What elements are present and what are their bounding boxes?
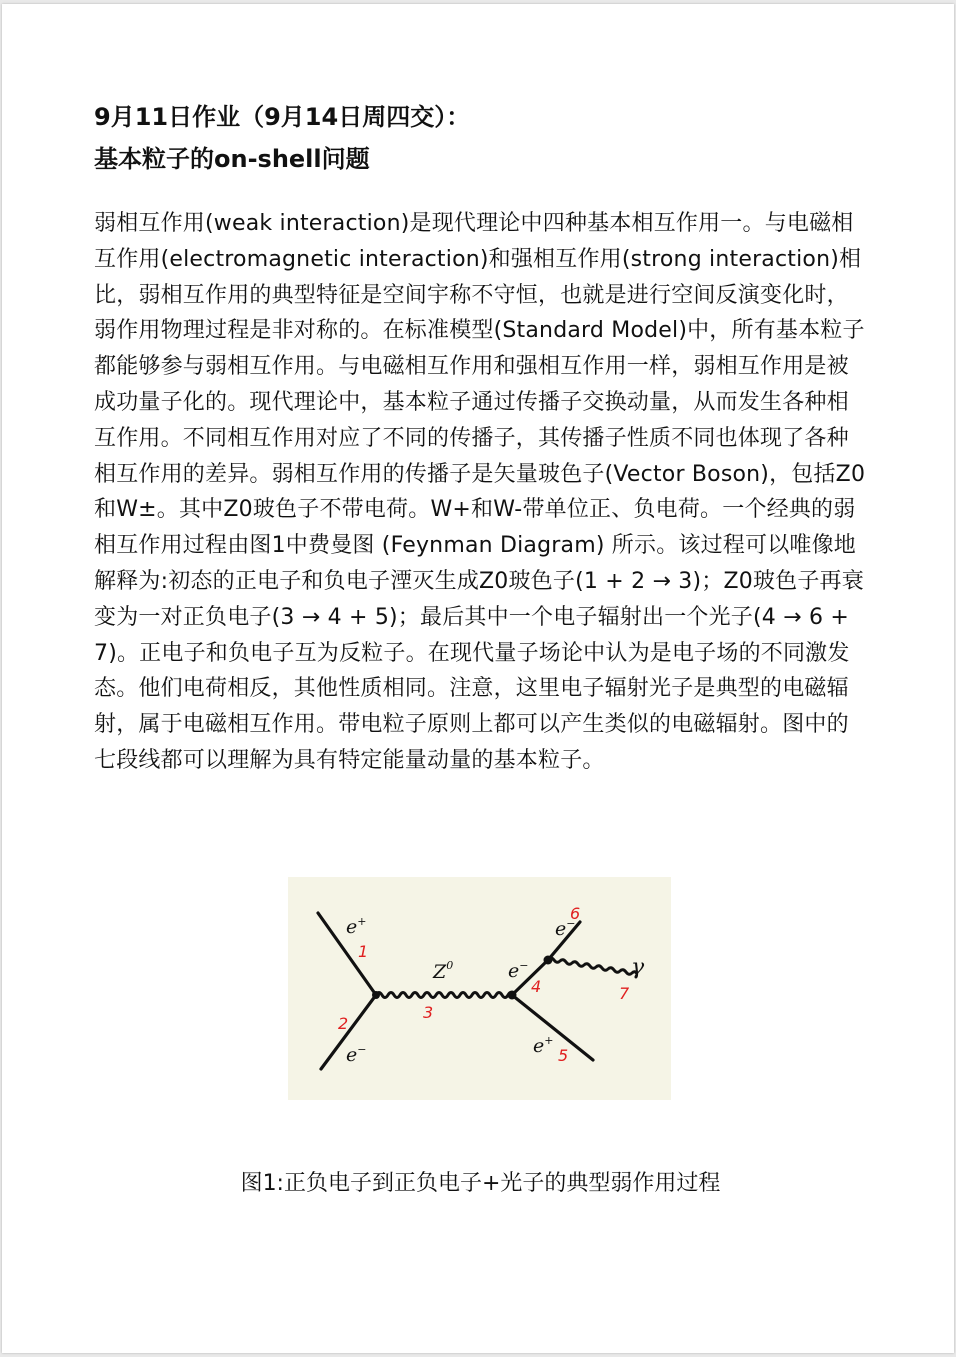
- body-paragraph: 弱相互作用(weak interaction)是现代理论中四种基本相互作用一。与电磁相互作用(electromagnetic interaction)和强相互作用(strong interaction)相比，弱相互作用的典型特征是空间宇称不守恒，也就是进行空间反演变化时，弱作用物理过程是非对称的。在标准模型(Standard Model)中，所有基本粒子都能够参与弱相互作用。与电磁相互作用和强相互作用一样，弱相互作用是被成功量子化的。现代理论中，基本粒子通过传播子交换动量，从而发生各种相互作用。不同相互作用对应了不同的传播子，其传播子性质不同也体现了各种相互作用的差异。弱相互作用的传播子是矢量玻色子(Vector Boson)，包括Z0和W±。其中Z0玻色子不带电荷。W+和W-带单位正、负电荷。一个经典的弱相互作用过程由图1中费曼图 (Feynman Diagram) 所示。该过程可以唯像地解释为:初态的正电子和负电子湮灭生成Z0玻色子(1 + 2 → 3)；Z0玻色子再衰变为一对正负电子(3 → 4 + 5)；最后其中一个电子辐射出一个光子(4 → 6 + 7)。正电子和负电子互为反粒子。在现代量子场论中认为是电子场的不同激发态。他们电荷相反，其他性质相同。注意，这里电子辐射光子是典型的电磁辐射，属于电磁相互作用。带电粒子原则上都可以产生类似的电磁辐射。图中的七段线都可以理解为具有特定能量动量的基本粒子。: [94, 211, 866, 773]
- line-3-z0-propagator: [376, 993, 512, 998]
- vertex-photon: [544, 956, 553, 965]
- label-e-plus-5: e+: [533, 1034, 554, 1057]
- label-e-plus-1: e+: [346, 915, 367, 938]
- feynman-diagram-figure: [288, 877, 671, 1100]
- label-e-minus-4: e−: [508, 959, 529, 982]
- number-7: 7: [619, 984, 630, 1003]
- number-6: 6: [570, 904, 581, 923]
- feynman-diagram: [288, 877, 671, 1100]
- figure-caption: 图1:正负电子到正负电子+光子的典型弱作用过程: [240, 1171, 721, 1196]
- label-z0: $Z^0$: [433, 959, 454, 983]
- page-title: [94, 96, 894, 180]
- number-1: 1: [358, 942, 369, 961]
- number-3: 3: [423, 1003, 434, 1022]
- vertex-right: [508, 991, 517, 1000]
- number-2: 2: [338, 1014, 349, 1033]
- vertex-left: [372, 991, 380, 999]
- number-5: 5: [558, 1046, 569, 1065]
- title-line-2: 基本粒子的on-shell问题: [94, 145, 370, 173]
- label-e-minus-2: e−: [346, 1043, 367, 1066]
- number-4: 4: [531, 977, 542, 996]
- title-line-1: 9月11日作业（9月14日周四交）：: [94, 103, 471, 131]
- label-e-minus-6: e−: [555, 917, 576, 940]
- line-7-photon: [548, 958, 637, 974]
- label-gamma: γ: [631, 955, 645, 980]
- line-5-positron: [512, 995, 593, 1060]
